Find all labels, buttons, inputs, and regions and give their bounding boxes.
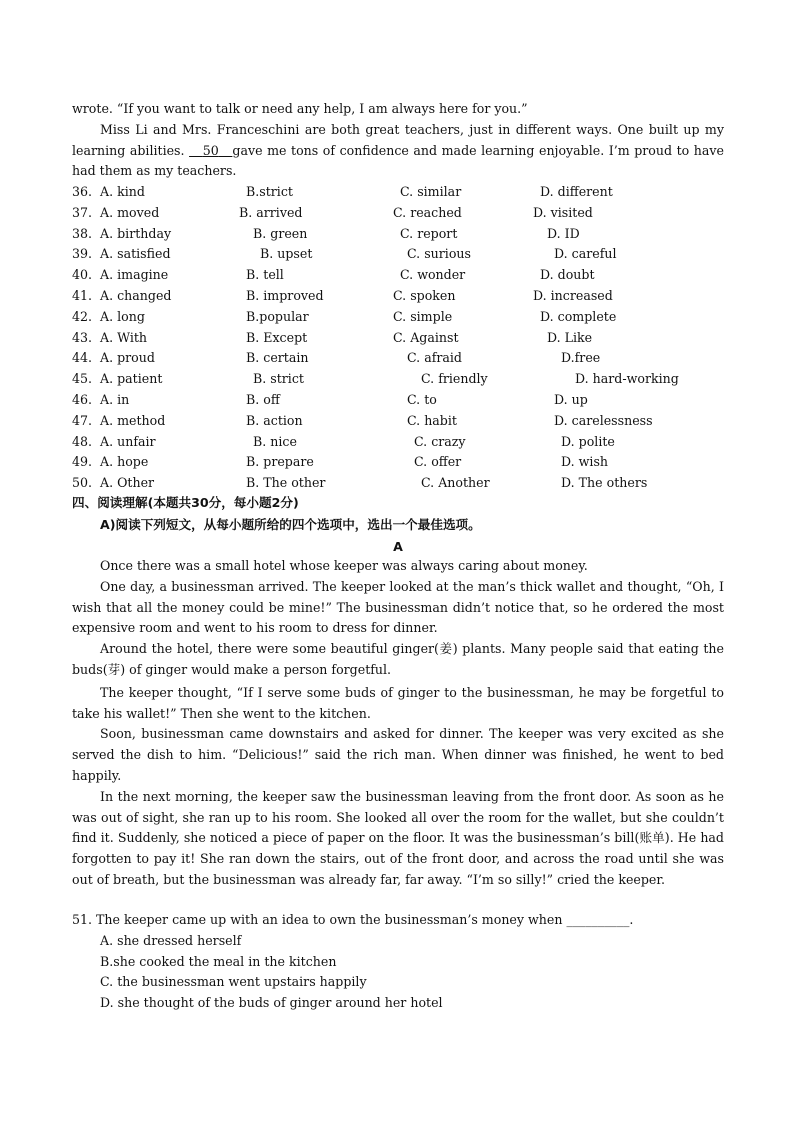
answer-choice: D. she thought of the buds of ginger around her hotel [100, 995, 443, 1011]
passage-paragraph: One day, a businessman arrived. The keeper looked at the man’s thick wallet and thought, “Oh, I wish that all the money could be mine!” The businessman didn’t notice that, so he ordered the most expensive room and went to his room to dress for dinner. [72, 578, 724, 636]
question-stem: 51. The keeper came up with an idea to own the businessman’s money when __________. [72, 912, 634, 927]
option-row: 38. A. birthday B. green C. report D. ID [72, 225, 580, 241]
passage-paragraph: Around the hotel, there were some beautiful ginger(姜) plants. Many people said that eating the buds(芽) of ginger would make a person forgetful. [72, 641, 724, 677]
passage-paragraph: The keeper thought, “If I serve some buds of ginger to the businessman, he may be forgetful to take his wallet!” Then she went to the kitchen. [72, 684, 724, 721]
section-title: 四、阅读理解(本题共30分，每小题2分) [72, 495, 299, 510]
option-row: 49. A. hope B. prepare C. offer D. wish [72, 454, 609, 470]
section-instruction: A)阅读下列短文，从每小题所给的四个选项中，选出一个最佳选项。 [100, 516, 481, 532]
option-row: 42. A. long B.popular C. simple D. complete [72, 308, 617, 324]
blank-50: 50 [202, 142, 219, 158]
intro-paragraph-b: gave me tons of confidence and made learning enjoyable. I’m proud to have had them as my teachers. [72, 142, 724, 179]
answer-choice: B.she cooked the meal in the kitchen [100, 953, 337, 969]
option-row: 37. A. moved B. arrived C. reached D. visited [72, 204, 593, 220]
option-row: 47. A. method B. action C. habit D. carelessness [72, 412, 653, 428]
option-row: 48. A. unfair B. nice C. crazy D. polite [72, 433, 615, 449]
option-row: 39. A. satisfied B. upset C. surious D. careful [72, 246, 617, 262]
option-row: 45. A. patient B. strict C. friendly D. hard-working [72, 371, 679, 387]
intro-paragraph [72, 120, 724, 182]
option-row: 50. A. Other B. The other C. Another D. The others [72, 475, 648, 491]
intro-line: wrote. “If you want to talk or need any help, I am always here for you.” [72, 101, 528, 116]
question-51 [72, 910, 724, 1014]
option-row: 44. A. proud B. certain C. afraid D.free [72, 350, 601, 366]
answer-choice: A. she dressed herself [100, 932, 242, 948]
section-4 [72, 493, 724, 557]
passage-paragraph: Once there was a small hotel whose keeper was always caring about money. [100, 558, 588, 573]
answer-choice: C. the businessman went upstairs happily [100, 974, 367, 990]
intro-paragraph-a: Miss Li and Mrs. Franceschini are both great teachers, just in different ways. One built up my learning abilities. [72, 121, 724, 158]
option-row: 40. A. imagine B. tell C. wonder D. doubt [72, 267, 595, 283]
intro-section [72, 99, 724, 182]
option-row: 41. A. changed B. improved C. spoken D. increased [72, 287, 613, 303]
cloze-options [72, 182, 724, 494]
option-row: 36. A. kind B.strict C. similar D. different [72, 184, 613, 199]
passage-paragraph: In the next morning, the keeper saw the businessman leaving from the front door. As soon as he was out of sight, she ran up to his room. She looked all over the room for the wallet, but she couldn’t find it. Suddenly, she noticed a piece of paper on the floor. It was the businessman’s bill(账单). He had forgotten to pay it! She ran down the stairs, out of the front door, and across the road until she was out of breath, but the businessman was already far, far away. “I’m so silly!” cried the keeper. [72, 788, 724, 887]
passage-label: A [393, 538, 403, 554]
passage-a [72, 556, 724, 891]
option-row: 43. A. With B. Except C. Against D. Like [72, 329, 593, 345]
passage-paragraph: Soon, businessman came downstairs and asked for dinner. The keeper was very excited as she served the dish to him. “Delicious!” said the rich man. When dinner was finished, he went to bed happily. [72, 726, 724, 783]
option-row: 46. A. in B. off C. to D. up [72, 391, 588, 407]
